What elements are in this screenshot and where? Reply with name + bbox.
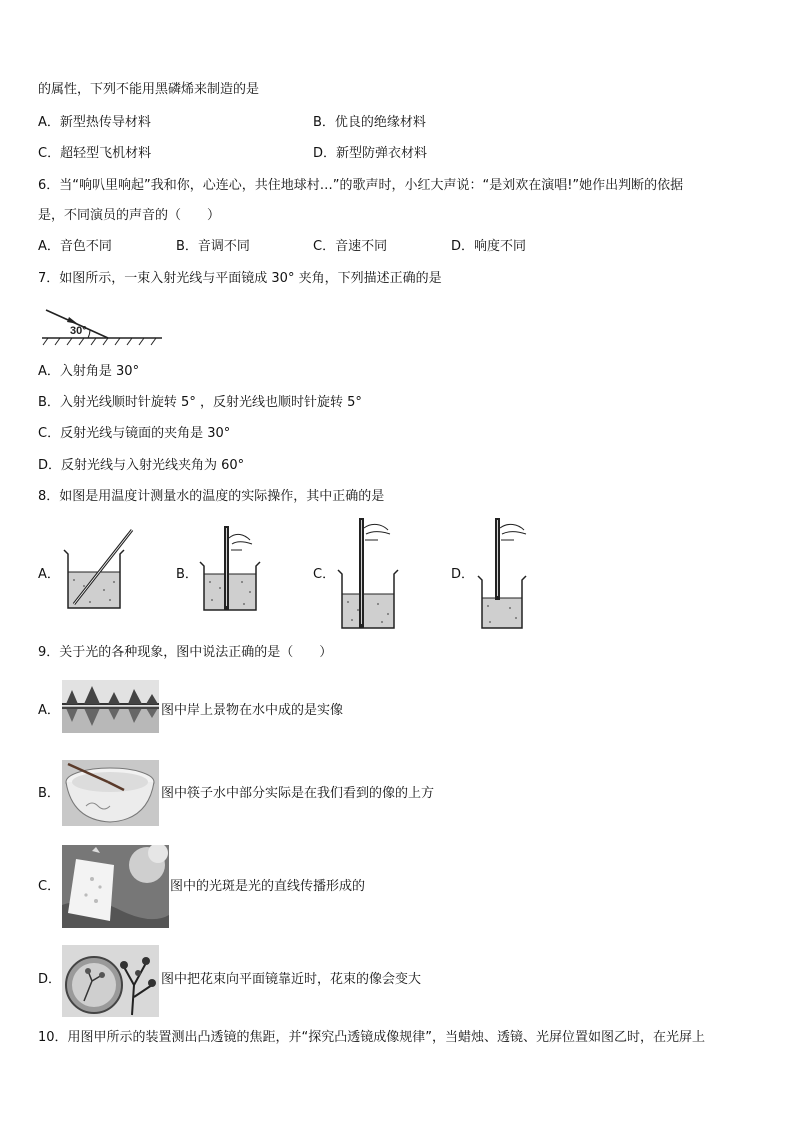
q7-option-a[interactable]: A．入射角是 30°	[38, 364, 140, 379]
q7-angle-label: 30°	[70, 325, 87, 337]
q9-option-b-text: 图中筷子水中部分实际是在我们看到的像的上方	[161, 786, 435, 801]
q9-a-reflection-photo	[62, 680, 159, 733]
q9-b-chopstick-bowl-photo	[62, 760, 159, 826]
q8-option-d-label[interactable]: D．	[451, 567, 475, 582]
q9-option-b-label[interactable]: B．	[38, 786, 60, 801]
q5-option-b[interactable]: B．优良的绝缘材料	[313, 115, 426, 130]
q9-option-c-text: 图中的光斑是光的直线传播形成的	[170, 879, 366, 894]
q8-beaker-b-figure	[198, 522, 268, 614]
q9-d-mirror-flowers-photo	[62, 945, 159, 1017]
q6-stem-line1: 6．当“响叭里响起”我和你，心连心，共住地球村…”的歌声时，小红大声说：“是刘欢在演唱!”她作出判断的依据	[38, 178, 684, 193]
q7-mirror-figure	[38, 300, 168, 350]
q7-option-c[interactable]: C．反射光线与镜面的夹角是 30°	[38, 426, 231, 441]
q6-option-a[interactable]: A．音色不同	[38, 239, 112, 254]
q8-option-a-label[interactable]: A．	[38, 567, 60, 582]
q7-option-b[interactable]: B．入射光线顺时针旋转 5° ，反射光线也顺时针旋转 5°	[38, 395, 362, 410]
q8-option-c-label[interactable]: C．	[313, 567, 336, 582]
q9-option-d-text: 图中把花束向平面镜靠近时，花束的像会变大	[161, 972, 422, 987]
q9-option-d-label[interactable]: D．	[38, 972, 62, 987]
q9-option-a-text: 图中岸上景物在水中成的是实像	[161, 703, 344, 718]
q8-option-b-label[interactable]: B．	[176, 567, 198, 582]
q5-option-d[interactable]: D．新型防弹衣材料	[313, 146, 428, 161]
q7-option-d[interactable]: D．反射光线与入射光线夹角为 60°	[38, 458, 245, 473]
q8-beaker-a-figure	[60, 528, 140, 612]
q7-stem: 7．如图所示，一束入射光线与平面镜成 30° 夹角，下列描述正确的是	[38, 271, 442, 286]
q6-option-c[interactable]: C．音速不同	[313, 239, 388, 254]
q8-beaker-d-figure	[476, 514, 546, 632]
q8-beaker-c-figure	[336, 514, 406, 632]
q6-option-d[interactable]: D．响度不同	[451, 239, 527, 254]
q5-option-a[interactable]: A．新型热传导材料	[38, 115, 151, 130]
q9-stem: 9．关于光的各种现象，图中说法正确的是（ ）	[38, 645, 333, 660]
q6-option-b[interactable]: B．音调不同	[176, 239, 250, 254]
q6-stem-line2: 是，不同演员的声音的（ ）	[38, 208, 221, 223]
q5-option-c[interactable]: C．超轻型飞机材料	[38, 146, 152, 161]
q9-option-a-label[interactable]: A．	[38, 703, 60, 718]
q9-option-c-label[interactable]: C．	[38, 879, 61, 894]
q8-stem: 8．如图是用温度计测量水的温度的实际操作，其中正确的是	[38, 489, 385, 504]
q5-stem-continuation: 的属性，下列不能用黑磷烯来制造的是	[38, 82, 260, 97]
q10-stem-line1: 10．用图甲所示的装置测出凸透镜的焦距，并“探究凸透镜成像规律”，当蜡烛、透镜、光屏位置如图乙时，在光屏上	[38, 1030, 706, 1045]
q9-c-light-spot-photo	[62, 845, 169, 928]
